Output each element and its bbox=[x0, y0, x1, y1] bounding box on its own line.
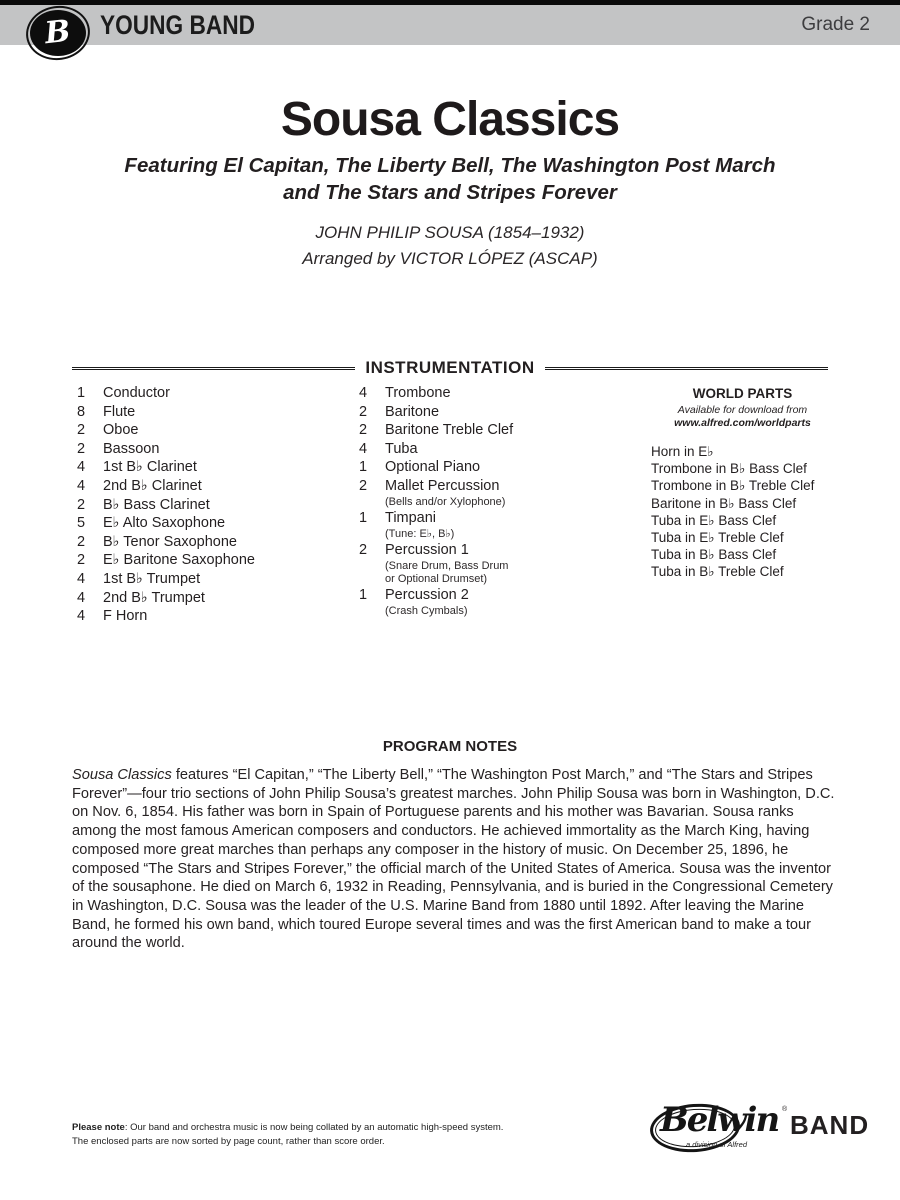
instrument-quantity: 1 bbox=[358, 459, 368, 476]
instrument-name: Timpani bbox=[385, 509, 437, 526]
instrument-quantity: 2 bbox=[76, 496, 86, 513]
instrumentation-header bbox=[72, 358, 828, 378]
instrument-note: or Optional Drumset) bbox=[385, 572, 488, 585]
instrumentation-column-1 bbox=[72, 384, 342, 626]
belwin-band-logo bbox=[650, 1098, 870, 1154]
instrument-row bbox=[72, 496, 342, 515]
instrument-name: Flute bbox=[103, 403, 136, 420]
instrument-quantity: 4 bbox=[76, 459, 86, 476]
instrument-name: Optional Piano bbox=[385, 459, 481, 476]
program-notes-text: features “El Capitan,” “The Liberty Bell,” “The Washington Post March,” and “The Stars and Stripes Forever”—four trio sections of John Philip Sousa’s greatest marches. John Philip Sousa was born in Washington, D.C. on Nov. 6, 1854. His father was born in Spain of Portuguese parents and his mother was Bavarian. Sousa ranks among the most famous American composers and conductors. He achieved immortality as the March King, having composed more great marches than perhaps any composer in the history of music. On December 25, 1896, he composed “The Stars and Stripes Forever,” the official march of the United States of America. Sousa was the inventor of the sousaphone. He died on March 6, 1932 in Reading, Pennsylvania, and is buried in the Congressional Cemetery in Washington, D.C. Sousa was the leader of the U.S. Marine Band from 1880 until 1892. After leaving the Marine Band, he formed his own band, which toured Europe several times and was the first American band to make a tour around the world. bbox=[72, 767, 835, 952]
instrument-name: 1st B♭ Clarinet bbox=[103, 459, 197, 476]
belwin-oval-logo-icon bbox=[30, 10, 86, 56]
instrument-row bbox=[354, 509, 627, 528]
page-title: Sousa Classics bbox=[280, 93, 620, 146]
instrument-name: 2nd B♭ Trumpet bbox=[103, 589, 205, 606]
footer-note-line-1 bbox=[72, 1121, 503, 1135]
program-notes-lead: Sousa Classics bbox=[72, 767, 172, 783]
world-part-item: Tuba in B♭ Bass Clef bbox=[651, 547, 777, 563]
instrument-row bbox=[354, 586, 627, 605]
instrument-quantity: 2 bbox=[76, 422, 86, 439]
instrument-name: Oboe bbox=[103, 422, 139, 439]
instrument-name: Baritone Treble Clef bbox=[385, 422, 514, 439]
arranger-line: Arranged by VICTOR LÓPEZ (ASCAP) bbox=[302, 249, 598, 268]
instrument-quantity: 8 bbox=[76, 403, 86, 420]
featuring-and: and bbox=[283, 181, 326, 204]
instrument-name: Trombone bbox=[385, 385, 451, 401]
instrument-quantity: 4 bbox=[76, 589, 86, 606]
instrument-quantity: 2 bbox=[76, 440, 86, 457]
instrument-row bbox=[354, 421, 627, 440]
instrument-row bbox=[72, 514, 342, 533]
instrument-name: 1st B♭ Trumpet bbox=[103, 570, 201, 587]
instrument-name: B♭ Bass Clarinet bbox=[103, 496, 210, 513]
grade-label: Grade 2 bbox=[801, 14, 870, 35]
footer-note bbox=[72, 1121, 503, 1148]
featured-titles-2: The Stars and Stripes Forever bbox=[325, 181, 617, 204]
instrument-row bbox=[354, 403, 627, 422]
series-title: YOUNG BAND bbox=[100, 9, 255, 40]
instrument-name: Tuba bbox=[385, 440, 418, 457]
instrument-row bbox=[72, 570, 342, 589]
instrument-row bbox=[72, 458, 342, 477]
instrument-row bbox=[72, 403, 342, 422]
instrument-note: (Bells and/or Xylophone) bbox=[385, 495, 506, 508]
instrument-quantity: 2 bbox=[76, 533, 86, 550]
world-part-item: Trombone in B♭ Bass Clef bbox=[651, 461, 807, 477]
instrument-name: Bassoon bbox=[103, 440, 160, 457]
instrument-note: (Tune: E♭, B♭) bbox=[385, 527, 455, 540]
footer-note-line-2: The enclosed parts are now sorted by page count, rather than score order. bbox=[72, 1135, 385, 1147]
instrument-name: B♭ Tenor Saxophone bbox=[103, 533, 237, 550]
instrument-row bbox=[354, 384, 627, 403]
instrument-name: Conductor bbox=[103, 385, 170, 401]
program-notes-heading: PROGRAM NOTES bbox=[382, 738, 518, 755]
instrument-row bbox=[354, 440, 627, 459]
instrument-row bbox=[72, 477, 342, 496]
instrument-row bbox=[72, 551, 342, 570]
instrument-row bbox=[354, 477, 627, 496]
instrument-row bbox=[72, 607, 342, 626]
world-parts-list bbox=[627, 443, 858, 581]
subtitle bbox=[0, 152, 900, 206]
header-bar bbox=[0, 5, 900, 52]
instrument-name: Percussion 2 bbox=[385, 587, 469, 604]
instrument-row bbox=[354, 458, 627, 477]
instrument-name: Mallet Percussion bbox=[385, 477, 500, 494]
credits-block bbox=[0, 220, 900, 272]
band-wordmark: BAND bbox=[790, 1110, 870, 1140]
instrument-quantity: 4 bbox=[76, 608, 86, 625]
instrument-row bbox=[354, 541, 627, 560]
instrument-quantity: 1 bbox=[76, 385, 86, 401]
world-part-item: Horn in E♭ bbox=[651, 444, 714, 459]
right-rule bbox=[545, 367, 828, 370]
division-of-alfred-text: a division of Alfred bbox=[686, 1140, 748, 1149]
instrument-quantity: 2 bbox=[358, 422, 368, 439]
world-part-item: Tuba in E♭ Treble Clef bbox=[651, 530, 784, 546]
instrument-name: Percussion 1 bbox=[385, 541, 469, 558]
instrument-quantity: 2 bbox=[358, 477, 368, 494]
instrument-quantity: 2 bbox=[358, 541, 368, 558]
instrument-row bbox=[72, 384, 342, 403]
instrument-note: (Snare Drum, Bass Drum bbox=[385, 559, 509, 572]
world-parts-subtitle: Available for download from bbox=[677, 404, 808, 416]
instrument-quantity: 4 bbox=[358, 385, 368, 401]
composer-line: JOHN PHILIP SOUSA (1854–1932) bbox=[315, 223, 585, 242]
world-part-item: Tuba in B♭ Treble Clef bbox=[651, 564, 784, 580]
instrumentation-column-2 bbox=[342, 384, 627, 618]
world-parts-url: www.alfred.com/worldparts bbox=[674, 417, 811, 429]
instrument-quantity: 5 bbox=[76, 515, 86, 532]
instrument-row bbox=[72, 533, 342, 552]
world-parts-column bbox=[627, 384, 858, 581]
instrument-name: E♭ Baritone Saxophone bbox=[103, 552, 255, 569]
instrument-name: 2nd B♭ Clarinet bbox=[103, 477, 202, 494]
footer-note-bold: Please note bbox=[72, 1122, 125, 1133]
instrument-quantity: 1 bbox=[358, 587, 368, 604]
instrument-row bbox=[72, 589, 342, 608]
instrument-quantity: 1 bbox=[358, 509, 368, 526]
instrument-quantity: 2 bbox=[358, 403, 368, 420]
featuring-prefix: Featuring bbox=[124, 154, 224, 177]
instrumentation-columns bbox=[72, 384, 858, 626]
world-parts-heading: WORLD PARTS bbox=[692, 386, 793, 401]
registered-mark: ® bbox=[782, 1106, 788, 1113]
instrumentation-heading: INSTRUMENTATION bbox=[365, 358, 535, 377]
instrument-name: E♭ Alto Saxophone bbox=[103, 515, 226, 532]
instrument-quantity: 4 bbox=[76, 477, 86, 494]
world-part-item: Tuba in E♭ Bass Clef bbox=[651, 512, 777, 528]
program-notes-body bbox=[72, 766, 840, 953]
instrument-name: F Horn bbox=[103, 608, 148, 625]
belwin-script-text: Belwin bbox=[660, 1100, 779, 1140]
instrument-quantity: 4 bbox=[358, 440, 368, 457]
instrument-quantity: 2 bbox=[76, 552, 86, 569]
featured-titles-1: El Capitan, The Liberty Bell, The Washington Post March bbox=[223, 154, 776, 177]
left-rule bbox=[72, 367, 355, 370]
instrument-row bbox=[72, 440, 342, 459]
instrument-row bbox=[72, 421, 342, 440]
instrument-quantity: 4 bbox=[76, 570, 86, 587]
footer-note-rest: : Our band and orchestra music is now being collated by an automatic high-speed system. bbox=[124, 1122, 504, 1133]
world-part-item: Trombone in B♭ Treble Clef bbox=[651, 478, 815, 494]
belwin-b-glyph: B bbox=[43, 13, 73, 52]
instrument-note: (Crash Cymbals) bbox=[385, 604, 468, 617]
instrument-name: Baritone bbox=[385, 403, 440, 420]
world-part-item: Baritone in B♭ Bass Clef bbox=[651, 495, 797, 511]
